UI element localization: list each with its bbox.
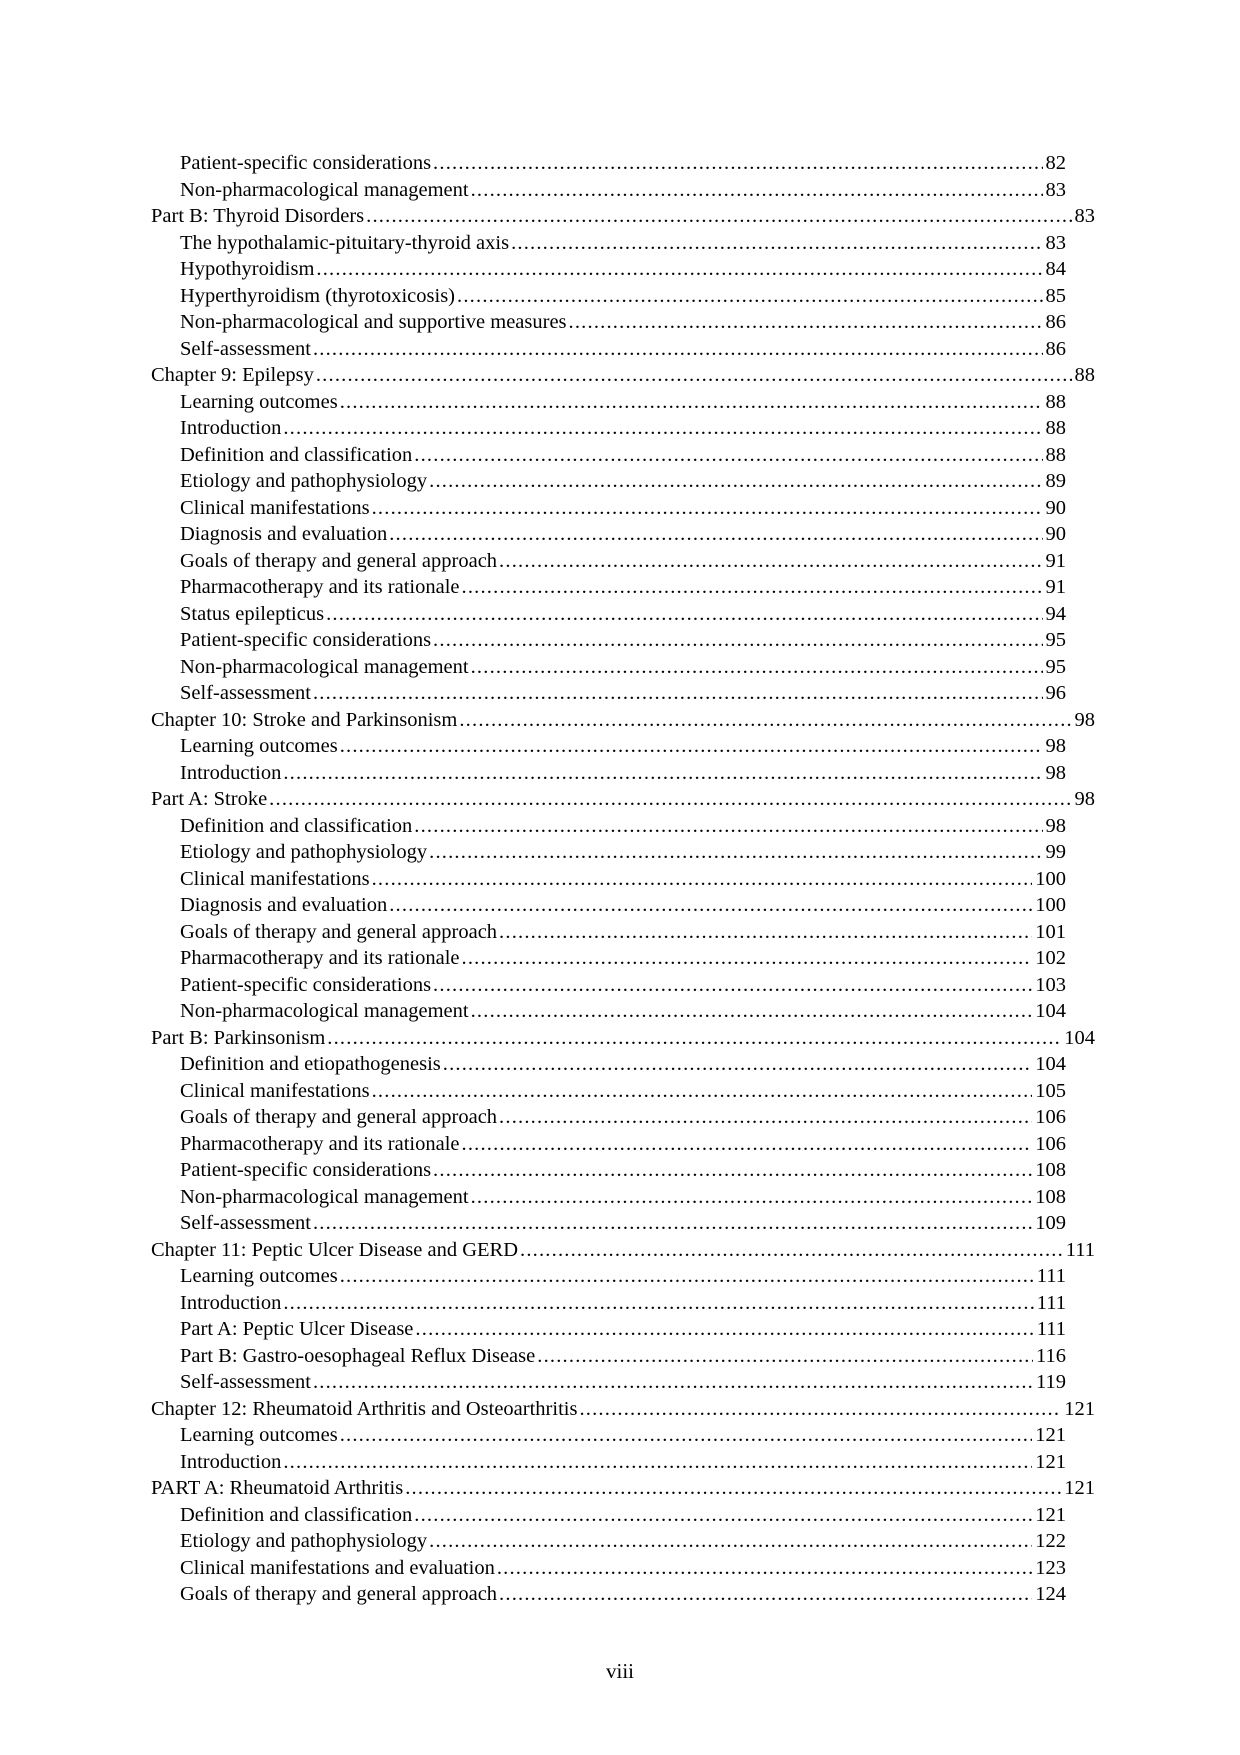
toc-entry-page: 85 [1045,284,1066,307]
toc-subsection-entry[interactable] [151,813,1066,840]
toc-entry-page: 104 [1035,1053,1066,1075]
toc-subsection-entry[interactable] [151,177,1066,204]
toc-section-entry[interactable] [151,786,1095,813]
toc-entry-title: Clinical manifestations [180,867,370,890]
toc-entry-title: Etiology and pathophysiology [180,1530,428,1552]
toc-entry-title: Non-pharmacological management [180,1185,469,1208]
toc-entry-page: 111 [1065,1238,1095,1261]
toc-subsection-entry[interactable] [151,1104,1066,1131]
toc-entry-title: Learning outcomes [180,735,338,757]
toc-entry-title: Part A: Stroke [151,788,268,810]
toc-section-entry[interactable] [151,1025,1095,1052]
toc-entry-page: 104 [1064,1026,1095,1049]
toc-subsection-entry[interactable] [151,1528,1066,1555]
dot-leader [372,866,1033,893]
toc-entry-page: 121 [1035,1503,1066,1526]
toc-entry-title: Patient-specific considerations [180,152,432,174]
toc-subsection-entry[interactable] [151,1343,1066,1370]
toc-entry-page: 121 [1064,1477,1095,1499]
dot-leader [433,627,1042,654]
toc-entry-page: 91 [1045,549,1066,572]
dot-leader [462,1131,1033,1158]
toc-entry-page: 98 [1074,788,1095,810]
toc-entry-title: Non-pharmacological management [180,655,469,678]
toc-entry-title: Part A: Peptic Ulcer Disease [180,1318,414,1340]
toc-entry-title: Patient-specific considerations [180,629,432,651]
toc-subsection-entry[interactable] [151,1502,1066,1529]
dot-leader [269,786,1071,813]
toc-subsection-entry[interactable] [151,468,1066,495]
toc-subsection-entry[interactable] [151,442,1066,469]
toc-entry-title: Pharmacotherapy and its rationale [180,947,460,969]
dot-leader [414,1502,1032,1529]
toc-subsection-entry[interactable] [151,150,1066,177]
toc-entry-page: 98 [1045,735,1066,757]
toc-entry-title: Chapter 9: Epilepsy [151,364,314,386]
toc-entry-page: 109 [1035,1212,1066,1234]
toc-entry-page: 99 [1045,841,1066,863]
toc-subsection-entry[interactable] [151,1422,1066,1449]
toc-entry-page: 123 [1035,1556,1066,1579]
dot-leader [497,1555,1032,1582]
dot-leader [313,680,1043,707]
dot-leader [327,1025,1061,1052]
toc-subsection-entry[interactable] [151,415,1066,442]
toc-entry-page: 122 [1035,1530,1066,1552]
toc-subsection-entry[interactable] [151,1157,1066,1184]
toc-entry-page: 83 [1045,178,1066,201]
toc-subsection-entry[interactable] [151,283,1066,310]
dot-leader [372,1078,1033,1105]
toc-subsection-entry[interactable] [151,1449,1066,1476]
toc-subsection-entry[interactable] [151,389,1066,416]
toc-entry-page: 88 [1074,364,1095,386]
toc-entry-title: Non-pharmacological and supportive measures [180,311,567,333]
dot-leader [313,336,1043,363]
toc-entry-page: 91 [1045,576,1066,598]
dot-leader [520,1237,1063,1264]
dot-leader [429,1528,1032,1555]
dot-leader [499,548,1042,575]
dot-leader [462,574,1043,601]
toc-subsection-entry[interactable] [151,627,1066,654]
dot-leader [283,415,1042,442]
toc-subsection-entry[interactable] [151,601,1066,628]
toc-entry-title: PART A: Rheumatoid Arthritis [151,1477,404,1499]
toc-entry-page: 111 [1036,1318,1066,1340]
toc-entry-page: 98 [1074,708,1095,731]
toc-entry-title: Hypothyroidism [180,258,315,280]
toc-entry-title: Part B: Gastro-oesophageal Reflux Disease [180,1344,536,1367]
dot-leader [415,1316,1033,1343]
toc-entry-page: 119 [1036,1371,1066,1393]
toc-entry-title: Diagnosis and evaluation [180,894,388,916]
dot-leader [414,442,1042,469]
table-of-contents [151,150,1095,1608]
toc-section-entry[interactable] [151,707,1095,734]
toc-entry-page: 102 [1035,947,1066,969]
toc-subsection-entry[interactable] [151,945,1066,972]
toc-subsection-entry[interactable] [151,866,1066,893]
dot-leader [340,733,1043,760]
toc-subsection-entry[interactable] [151,1316,1066,1343]
toc-entry-title: Non-pharmacological management [180,178,469,201]
toc-entry-page: 108 [1035,1159,1066,1181]
dot-leader [316,362,1072,389]
toc-entry-title: Learning outcomes [180,1424,338,1446]
toc-entry-title: Self-assessment [180,1371,311,1393]
toc-subsection-entry[interactable] [151,972,1066,999]
toc-entry-title: Clinical manifestations [180,1079,370,1102]
dot-leader [433,1157,1032,1184]
toc-entry-title: Definition and classification [180,1503,413,1526]
toc-entry-page: 104 [1035,1000,1066,1022]
toc-entry-title: Definition and etiopathogenesis [180,1053,441,1075]
toc-subsection-entry[interactable] [151,336,1066,363]
toc-subsection-entry[interactable] [151,548,1066,575]
toc-entry-page: 121 [1064,1397,1095,1420]
toc-entry-page: 86 [1045,337,1066,360]
dot-leader [443,1051,1033,1078]
toc-entry-page: 95 [1045,655,1066,678]
toc-entry-title: Chapter 11: Peptic Ulcer Disease and GERD [151,1238,518,1261]
toc-entry-page: 111 [1036,1265,1066,1287]
toc-entry-title: Non-pharmacological management [180,1000,469,1022]
toc-entry-page: 98 [1045,814,1066,837]
dot-leader [499,1104,1032,1131]
toc-entry-title: Introduction [180,417,282,439]
dot-leader [340,1422,1033,1449]
toc-section-entry[interactable] [151,1475,1095,1502]
toc-entry-title: Introduction [180,1450,282,1473]
dot-leader [499,1581,1032,1608]
toc-entry-title: Introduction [180,1291,282,1314]
toc-entry-page: 98 [1045,761,1066,784]
toc-entry-page: 86 [1045,311,1066,333]
toc-entry-title: Patient-specific considerations [180,973,432,996]
toc-entry-title: Pharmacotherapy and its rationale [180,576,460,598]
dot-leader [433,972,1032,999]
toc-subsection-entry[interactable] [151,998,1066,1025]
dot-leader [462,945,1033,972]
toc-entry-page: 89 [1045,470,1066,492]
toc-entry-page: 116 [1036,1344,1066,1367]
dot-leader [389,521,1042,548]
toc-entry-title: Goals of therapy and general approach [180,920,498,943]
toc-entry-page: 94 [1045,602,1066,625]
toc-subsection-entry[interactable] [151,680,1066,707]
toc-entry-title: Pharmacotherapy and its rationale [180,1132,460,1155]
toc-entry-page: 96 [1045,682,1066,704]
dot-leader [429,468,1042,495]
toc-subsection-entry[interactable] [151,1051,1066,1078]
toc-entry-page: 90 [1045,496,1066,519]
toc-subsection-entry[interactable] [151,256,1066,283]
toc-entry-page: 88 [1045,417,1066,439]
toc-entry-title: Chapter 10: Stroke and Parkinsonism [151,708,458,731]
toc-section-entry[interactable] [151,1396,1095,1423]
toc-subsection-entry[interactable] [151,1210,1066,1237]
dot-leader [459,707,1071,734]
dot-leader [283,1290,1033,1317]
toc-entry-page: 100 [1035,867,1066,890]
dot-leader [537,1343,1033,1370]
dot-leader [283,1449,1032,1476]
toc-subsection-entry[interactable] [151,495,1066,522]
toc-subsection-entry[interactable] [151,1131,1066,1158]
toc-subsection-entry[interactable] [151,892,1066,919]
dot-leader [316,256,1042,283]
toc-entry-title: Self-assessment [180,337,311,360]
toc-entry-title: Introduction [180,761,282,784]
toc-subsection-entry[interactable] [151,574,1066,601]
dot-leader [457,283,1042,310]
toc-entry-page: 95 [1045,629,1066,651]
toc-entry-title: Clinical manifestations [180,496,370,519]
toc-entry-title: Goals of therapy and general approach [180,1583,498,1605]
dot-leader [372,495,1043,522]
dot-leader [579,1396,1061,1423]
toc-entry-page: 101 [1035,920,1066,943]
toc-entry-page: 105 [1035,1079,1066,1102]
toc-entry-page: 84 [1045,258,1066,280]
toc-subsection-entry[interactable] [151,1290,1066,1317]
toc-entry-page: 121 [1035,1424,1066,1446]
toc-subsection-entry[interactable] [151,733,1066,760]
dot-leader [414,813,1042,840]
dot-leader [326,601,1042,628]
dot-leader [313,1369,1033,1396]
toc-subsection-entry[interactable] [151,1078,1066,1105]
toc-entry-title: Part B: Thyroid Disorders [151,205,365,227]
toc-entry-title: Diagnosis and evaluation [180,523,388,545]
toc-subsection-entry[interactable] [151,1555,1066,1582]
dot-leader [471,998,1033,1025]
toc-entry-title: Etiology and pathophysiology [180,470,428,492]
toc-entry-page: 106 [1035,1106,1066,1128]
toc-entry-title: Part B: Parkinsonism [151,1026,326,1049]
toc-entry-title: Learning outcomes [180,390,338,413]
toc-entry-page: 88 [1045,443,1066,466]
toc-entry-page: 124 [1035,1583,1066,1605]
dot-leader [283,760,1042,787]
toc-entry-title: Definition and classification [180,814,413,837]
toc-entry-page: 90 [1045,523,1066,545]
toc-entry-title: Definition and classification [180,443,413,466]
toc-subsection-entry[interactable] [151,1369,1066,1396]
toc-subsection-entry[interactable] [151,309,1066,336]
toc-subsection-entry[interactable] [151,654,1066,681]
toc-section-entry[interactable] [151,203,1095,230]
toc-entry-title: Chapter 12: Rheumatoid Arthritis and Osteoarthritis [151,1397,578,1420]
dot-leader [499,919,1032,946]
dot-leader [569,309,1043,336]
toc-entry-title: Self-assessment [180,682,311,704]
toc-subsection-entry[interactable] [151,1263,1066,1290]
toc-entry-title: Goals of therapy and general approach [180,549,498,572]
dot-leader [366,203,1071,230]
dot-leader [471,654,1043,681]
dot-leader [429,839,1042,866]
toc-subsection-entry[interactable] [151,1184,1066,1211]
toc-entry-page: 88 [1045,390,1066,413]
toc-entry-title: Goals of therapy and general approach [180,1106,498,1128]
toc-entry-title: Learning outcomes [180,1265,338,1287]
toc-section-entry[interactable] [151,362,1095,389]
toc-entry-page: 121 [1035,1450,1066,1473]
toc-entry-title: Patient-specific considerations [180,1159,432,1181]
dot-leader [471,177,1043,204]
dot-leader [471,1184,1033,1211]
dot-leader [340,1263,1034,1290]
toc-subsection-entry[interactable] [151,760,1066,787]
toc-entry-page: 83 [1045,231,1066,254]
toc-entry-title: Clinical manifestations and evaluation [180,1556,495,1579]
dot-leader [405,1475,1061,1502]
toc-entry-title: Status epilepticus [180,602,325,625]
toc-entry-page: 106 [1035,1132,1066,1155]
toc-entry-page: 111 [1036,1291,1066,1314]
toc-entry-page: 100 [1035,894,1066,916]
toc-entry-title: The hypothalamic-pituitary-thyroid axis [180,231,510,254]
toc-entry-page: 83 [1074,205,1095,227]
toc-section-entry[interactable] [151,1237,1095,1264]
toc-subsection-entry[interactable] [151,521,1066,548]
toc-entry-page: 82 [1045,152,1066,174]
toc-entry-title: Self-assessment [180,1212,311,1234]
toc-entry-page: 103 [1035,973,1066,996]
dot-leader [340,389,1043,416]
dot-leader [389,892,1032,919]
dot-leader [433,150,1042,177]
dot-leader [313,1210,1032,1237]
toc-subsection-entry[interactable] [151,1581,1066,1608]
toc-subsection-entry[interactable] [151,839,1066,866]
toc-subsection-entry[interactable] [151,919,1066,946]
toc-entry-title: Hyperthyroidism (thyrotoxicosis) [180,284,456,307]
toc-subsection-entry[interactable] [151,230,1066,257]
toc-entry-page: 108 [1035,1185,1066,1208]
dot-leader [511,230,1042,257]
toc-entry-title: Etiology and pathophysiology [180,841,428,863]
page-number: viii [605,1659,634,1683]
